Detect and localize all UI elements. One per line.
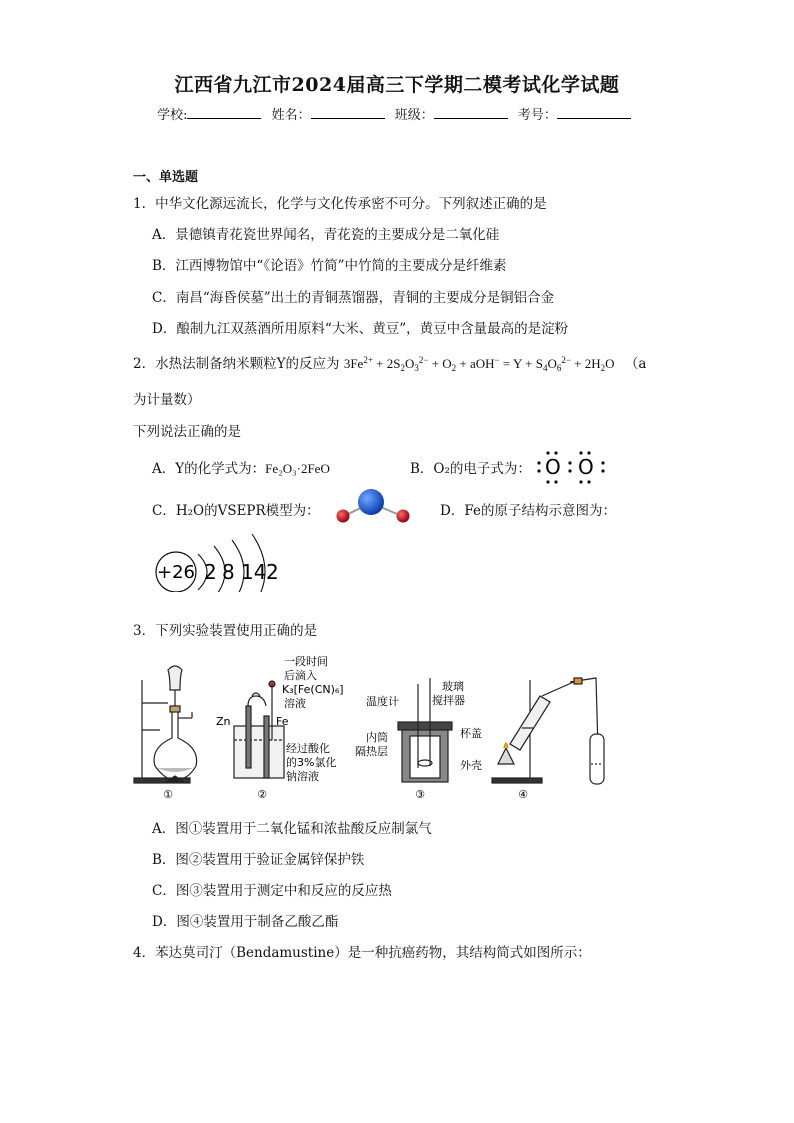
- name-label: 姓名：: [271, 108, 311, 123]
- q2-option-a: [152, 457, 330, 477]
- nucleus-charge: +26: [157, 562, 195, 583]
- page-title: 江西省九江市2024届高三下学期二模考试化学试题: [174, 74, 620, 96]
- apparatus-4: [492, 678, 604, 784]
- q2-option-a-label: A．Y的化学式为：: [152, 461, 266, 477]
- zn-label: Zn: [216, 715, 231, 728]
- lid-label: 杯盖: [460, 727, 482, 740]
- class-label: 班级：: [394, 108, 434, 123]
- exam-no-label: 考号：: [517, 108, 557, 123]
- solution-label-3: 钠溶液: [286, 770, 319, 783]
- fe-label: Fe: [276, 715, 289, 728]
- stirrer-label-1: 玻璃: [442, 680, 464, 693]
- name-blank[interactable]: [311, 106, 385, 119]
- outer-shell-label: 外壳: [460, 759, 482, 772]
- school-label: 学校:: [157, 108, 188, 123]
- q3-option-a: A．图①装置用于二氧化锰和浓盐酸反应制氯气: [152, 821, 432, 837]
- q1-option-b: B．江西博物馆中“《论语》竹简”中竹简的主要成分是纤维素: [152, 258, 507, 274]
- q2-stem-line2: 为计量数）: [133, 392, 201, 408]
- q1-option-c: C．南昌“海昏侯墓”出土的青铜蒸馏器，青铜的主要成分是铜铝合金: [152, 290, 555, 306]
- exam-no-blank[interactable]: [557, 106, 631, 119]
- q2-option-b: [410, 457, 531, 477]
- q3-stem: 3．下列实验装置使用正确的是: [133, 623, 318, 639]
- class-blank[interactable]: [434, 106, 508, 119]
- o2-electron-dot-diagram: [532, 446, 612, 484]
- svg-text:O: O: [545, 455, 561, 479]
- shell-4-count: 2: [266, 560, 279, 584]
- q2-option-c-label: C．H₂O的VSEPR模型为：: [152, 503, 320, 519]
- q2-stem-prefix: 2．水热法制备纳米颗粒Y的反应为: [133, 356, 340, 372]
- q2-option-a-formula: Fe₂O₃·2FeO: [265, 461, 330, 476]
- shell-1-count: 2: [204, 560, 217, 584]
- q4-stem: 4．苯达莫司汀（Bendamustine）是一种抗癌药物，其结构简式如图所示：: [133, 945, 591, 961]
- q2-option-d-label: D．Fe的原子结构示意图为：: [440, 503, 616, 519]
- inner-cup-label: 内筒: [366, 731, 388, 744]
- svg-text:O: O: [578, 455, 594, 479]
- apparatus-1: [134, 666, 197, 783]
- hydrogen-atom-ball: [397, 510, 410, 523]
- apparatus-1-number: ①: [163, 788, 173, 801]
- q2-stem: [133, 352, 646, 373]
- stirrer-label-2: 搅拌器: [432, 694, 465, 707]
- q3-apparatus-figure: [130, 648, 610, 803]
- section-title: 一、单选题: [133, 170, 199, 185]
- fe-atomic-structure-diagram: [148, 528, 288, 592]
- q2-prompt: 下列说法正确的是: [133, 424, 241, 440]
- reagent-label-2: 后滴入: [284, 669, 317, 682]
- q2-option-b-label: B．O₂的电子式为：: [410, 461, 531, 477]
- apparatus-2: [234, 681, 284, 778]
- shell-3-count: 14: [241, 560, 267, 584]
- q3-option-d: D．图④装置用于制备乙酸乙酯: [152, 914, 339, 930]
- q3-option-b: B．图②装置用于验证金属锌保护铁: [152, 852, 365, 868]
- apparatus-3-number: ③: [415, 788, 425, 801]
- oxygen-atom-ball: [358, 489, 384, 515]
- school-blank[interactable]: [187, 106, 261, 119]
- reagent-label-3: K₃[Fe(CN)₆]: [282, 683, 344, 696]
- q2-option-d: [440, 499, 616, 519]
- q2-stem-suffix: （a: [624, 356, 647, 372]
- thermometer-label: 温度计: [366, 695, 399, 708]
- apparatus-2-number: ②: [257, 788, 267, 801]
- solution-label-2: 的3%氯化: [286, 756, 337, 769]
- reagent-label-1: 一段时间: [284, 655, 328, 668]
- insulation-label: 隔热层: [355, 745, 388, 758]
- q2-equation: $3Fe^{2+} + 2S_2O_3^{2-} + O_2 + aOH^- = Y + S_4O_6^{2-} + 2H_2O$: [343, 355, 615, 373]
- hydrogen-atom-ball: [337, 510, 350, 523]
- shell-2-count: 8: [222, 560, 235, 584]
- q3-option-c: C．图③装置用于测定中和反应的反应热: [152, 883, 392, 899]
- q1-option-d: D．酿制九江双蒸酒所用原料“大米、黄豆”，黄豆中含量最高的是淀粉: [152, 321, 569, 337]
- solution-label-1: 经过酸化: [286, 742, 330, 755]
- student-info-line: [0, 104, 794, 123]
- h2o-vsepr-model: [330, 484, 415, 528]
- q2-option-c: [152, 499, 320, 519]
- q1-option-a: A．景德镇青花瓷世界闻名，青花瓷的主要成分是二氧化硅: [152, 227, 500, 243]
- reagent-label-4: 溶液: [284, 697, 306, 710]
- q1-stem: 1．中华文化源远流长，化学与文化传承密不可分。下列叙述正确的是: [133, 196, 547, 212]
- apparatus-4-number: ④: [518, 788, 528, 801]
